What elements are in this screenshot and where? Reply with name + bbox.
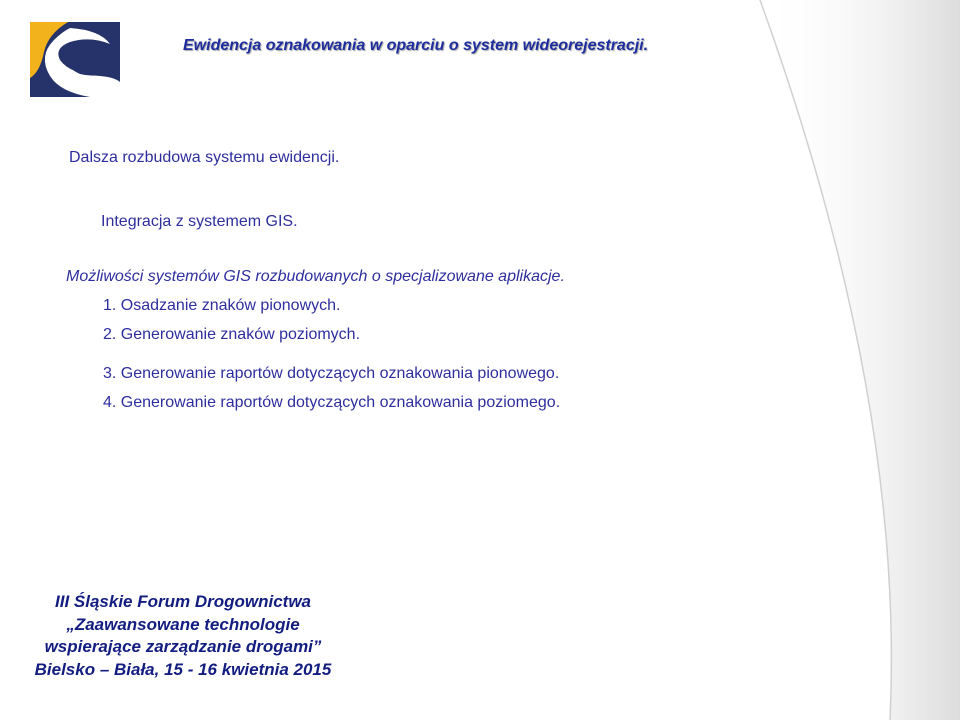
footer-line-theme-2: wspierające zarządzanie drogami”: [44, 637, 322, 656]
section-subheading: Integracja z systemem GIS.: [101, 213, 298, 230]
event-footer: [8, 591, 358, 681]
road-logo-icon: [30, 22, 120, 97]
footer-line-forum: III Śląskie Forum Drogownictwa: [55, 592, 311, 611]
footer-line-theme-1: „Zaawansowane technologie: [66, 614, 300, 634]
list-item: 2. Generowanie znaków poziomych.: [103, 326, 361, 343]
footer-line-place-date: Bielsko – Biała, 15 - 16 kwietnia 2015: [34, 659, 332, 679]
slide-title: Ewidencja oznakowania w oparciu o system wideorejestracji.: [183, 37, 649, 54]
intro-text: Możliwości systemów GIS rozbudowanych o specjalizowane aplikacje.: [66, 268, 565, 285]
section-heading: Dalsza rozbudowa systemu ewidencji.: [69, 149, 340, 166]
list-item: 1. Osadzanie znaków pionowych.: [103, 297, 341, 314]
list-item: 3. Generowanie raportów dotyczących oznakowania pionowego.: [103, 365, 560, 382]
list-item: 4. Generowanie raportów dotyczących oznakowania poziomego.: [103, 394, 561, 411]
